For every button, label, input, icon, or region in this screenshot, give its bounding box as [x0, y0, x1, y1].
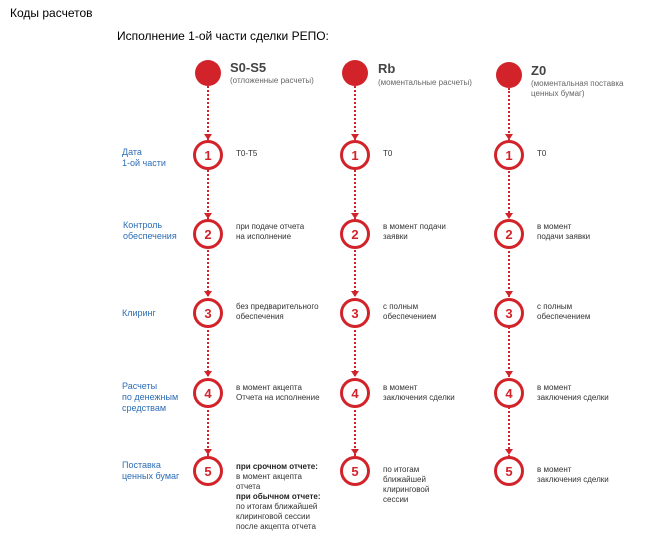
column-s0-note: (отложенные расчеты): [230, 76, 314, 85]
row-label-collateral: [123, 220, 177, 242]
row-label-securities-delivery: [122, 460, 179, 482]
column-s0-dot: [195, 60, 221, 86]
column-z0-dot: [496, 62, 522, 88]
cell-line: обеспечения: [236, 312, 284, 321]
cell-line: при подаче отчета: [236, 222, 305, 231]
cell-line: Т0-Т5: [236, 149, 258, 158]
step-circle-2: 2: [494, 219, 524, 249]
column-z0-note-line: ценных бумаг): [531, 89, 585, 98]
step-circle-3: 3: [494, 298, 524, 328]
cell-line: в момент: [537, 383, 572, 392]
cell-rb-cash-settlement: [383, 383, 455, 403]
row-label-line: Дата: [122, 147, 142, 157]
cell-line: обеспечением: [383, 312, 437, 321]
row-label-line: Контроль: [123, 220, 163, 230]
urgent-report-label: при срочном отчете:: [236, 462, 318, 471]
row-label-cash-settlement: [122, 381, 178, 414]
cell-line: в момент подачи: [383, 222, 446, 231]
cell-line: без предварительного: [236, 302, 319, 311]
cell-line: с полным: [383, 302, 419, 311]
cell-rb-collateral: [383, 222, 446, 242]
normal-report-label: при обычном отчете:: [236, 492, 321, 501]
cell-line: заявки: [383, 232, 408, 241]
row-label-line: Расчеты: [122, 381, 158, 391]
step-circle-5: 5: [494, 456, 524, 486]
arrow-icon: [351, 371, 359, 377]
cell-s0-clearing: [236, 302, 319, 322]
cell-z0-date: [537, 149, 546, 159]
column-rb-code: Rb: [378, 61, 396, 76]
cell-s0-securities-delivery: [236, 462, 321, 532]
step-circle-2: 2: [193, 219, 223, 249]
cell-line: в момент: [383, 383, 418, 392]
cell-z0-cash-settlement: [537, 383, 609, 403]
cell-z0-clearing: [537, 302, 590, 322]
cell-line-bold: [236, 492, 321, 502]
step-circle-3: 3: [340, 298, 370, 328]
cell-rb-date: [383, 149, 392, 159]
cell-z0-collateral: [537, 222, 590, 242]
arrow-icon: [505, 291, 513, 297]
column-z0-note-line: (моментальная поставка: [531, 79, 624, 88]
row-label-line: ценных бумаг: [122, 471, 180, 481]
column-rb-note: (моментальные расчеты): [378, 78, 472, 87]
row-label-line: 1-ой части: [122, 158, 166, 168]
cell-line: заключения сделки: [537, 393, 609, 402]
row-label-line: Поставка: [122, 460, 161, 470]
cell-line: на исполнение: [236, 232, 292, 241]
cell-rb-securities-delivery: [383, 465, 429, 505]
row-label-line: обеспечения: [123, 231, 177, 241]
arrow-icon: [505, 449, 513, 455]
cell-s0-date: [236, 149, 257, 159]
cell-line: Т0: [383, 149, 393, 158]
step-circle-1: 1: [340, 140, 370, 170]
cell-line: в момент акцепта: [236, 472, 302, 481]
arrow-icon: [204, 449, 212, 455]
step-circle-4: 4: [193, 378, 223, 408]
column-s0-code: S0-S5: [230, 60, 267, 75]
cell-line: отчета: [236, 482, 261, 491]
row-label-line: Клиринг: [122, 308, 156, 318]
step-circle-5: 5: [340, 456, 370, 486]
cell-line: в момент: [537, 465, 572, 474]
cell-line: с полным: [537, 302, 573, 311]
arrow-icon: [204, 291, 212, 297]
step-circle-1: 1: [193, 140, 223, 170]
step-circle-2: 2: [340, 219, 370, 249]
cell-line-bold: [236, 462, 321, 472]
cell-line: заключения сделки: [537, 475, 609, 484]
column-rb-dot: [342, 60, 368, 86]
cell-line: подачи заявки: [537, 232, 591, 241]
step-circle-1: 1: [494, 140, 524, 170]
cell-line: заключения сделки: [383, 393, 455, 402]
column-z0-code: Z0: [531, 63, 547, 78]
cell-line: сессии: [383, 495, 409, 504]
cell-z0-securities-delivery: [537, 465, 609, 485]
cell-line: клиринговой: [383, 485, 430, 494]
diagram-title: Исполнение 1-ой части сделки РЕПО:: [117, 29, 329, 43]
step-circle-5: 5: [193, 456, 223, 486]
cell-line: по итогам ближайшей: [236, 502, 318, 511]
row-label-date: [122, 147, 166, 169]
cell-line: в момент акцепта: [236, 383, 302, 392]
arrow-icon: [505, 371, 513, 377]
row-label-line: по денежным: [122, 392, 179, 402]
arrow-icon: [204, 371, 212, 377]
cell-line: Т0: [537, 149, 547, 158]
step-circle-4: 4: [340, 378, 370, 408]
arrow-icon: [351, 449, 359, 455]
row-label-line: средствам: [122, 403, 167, 413]
cell-line: клиринговой сессии: [236, 512, 310, 521]
cell-s0-cash-settlement: [236, 383, 320, 403]
page-title: Коды расчетов: [10, 6, 93, 20]
cell-line: по итогам: [383, 465, 420, 474]
arrow-icon: [351, 291, 359, 297]
cell-line: в момент: [537, 222, 572, 231]
cell-line: Отчета на исполнение: [236, 393, 320, 402]
cell-s0-collateral: [236, 222, 304, 242]
cell-rb-clearing: [383, 302, 436, 322]
step-circle-3: 3: [193, 298, 223, 328]
cell-line: после акцепта отчета: [236, 522, 316, 531]
cell-line: обеспечением: [537, 312, 591, 321]
column-z0-note: [531, 79, 623, 99]
step-circle-4: 4: [494, 378, 524, 408]
cell-line: ближайшей: [383, 475, 426, 484]
row-label-clearing: [122, 308, 156, 319]
